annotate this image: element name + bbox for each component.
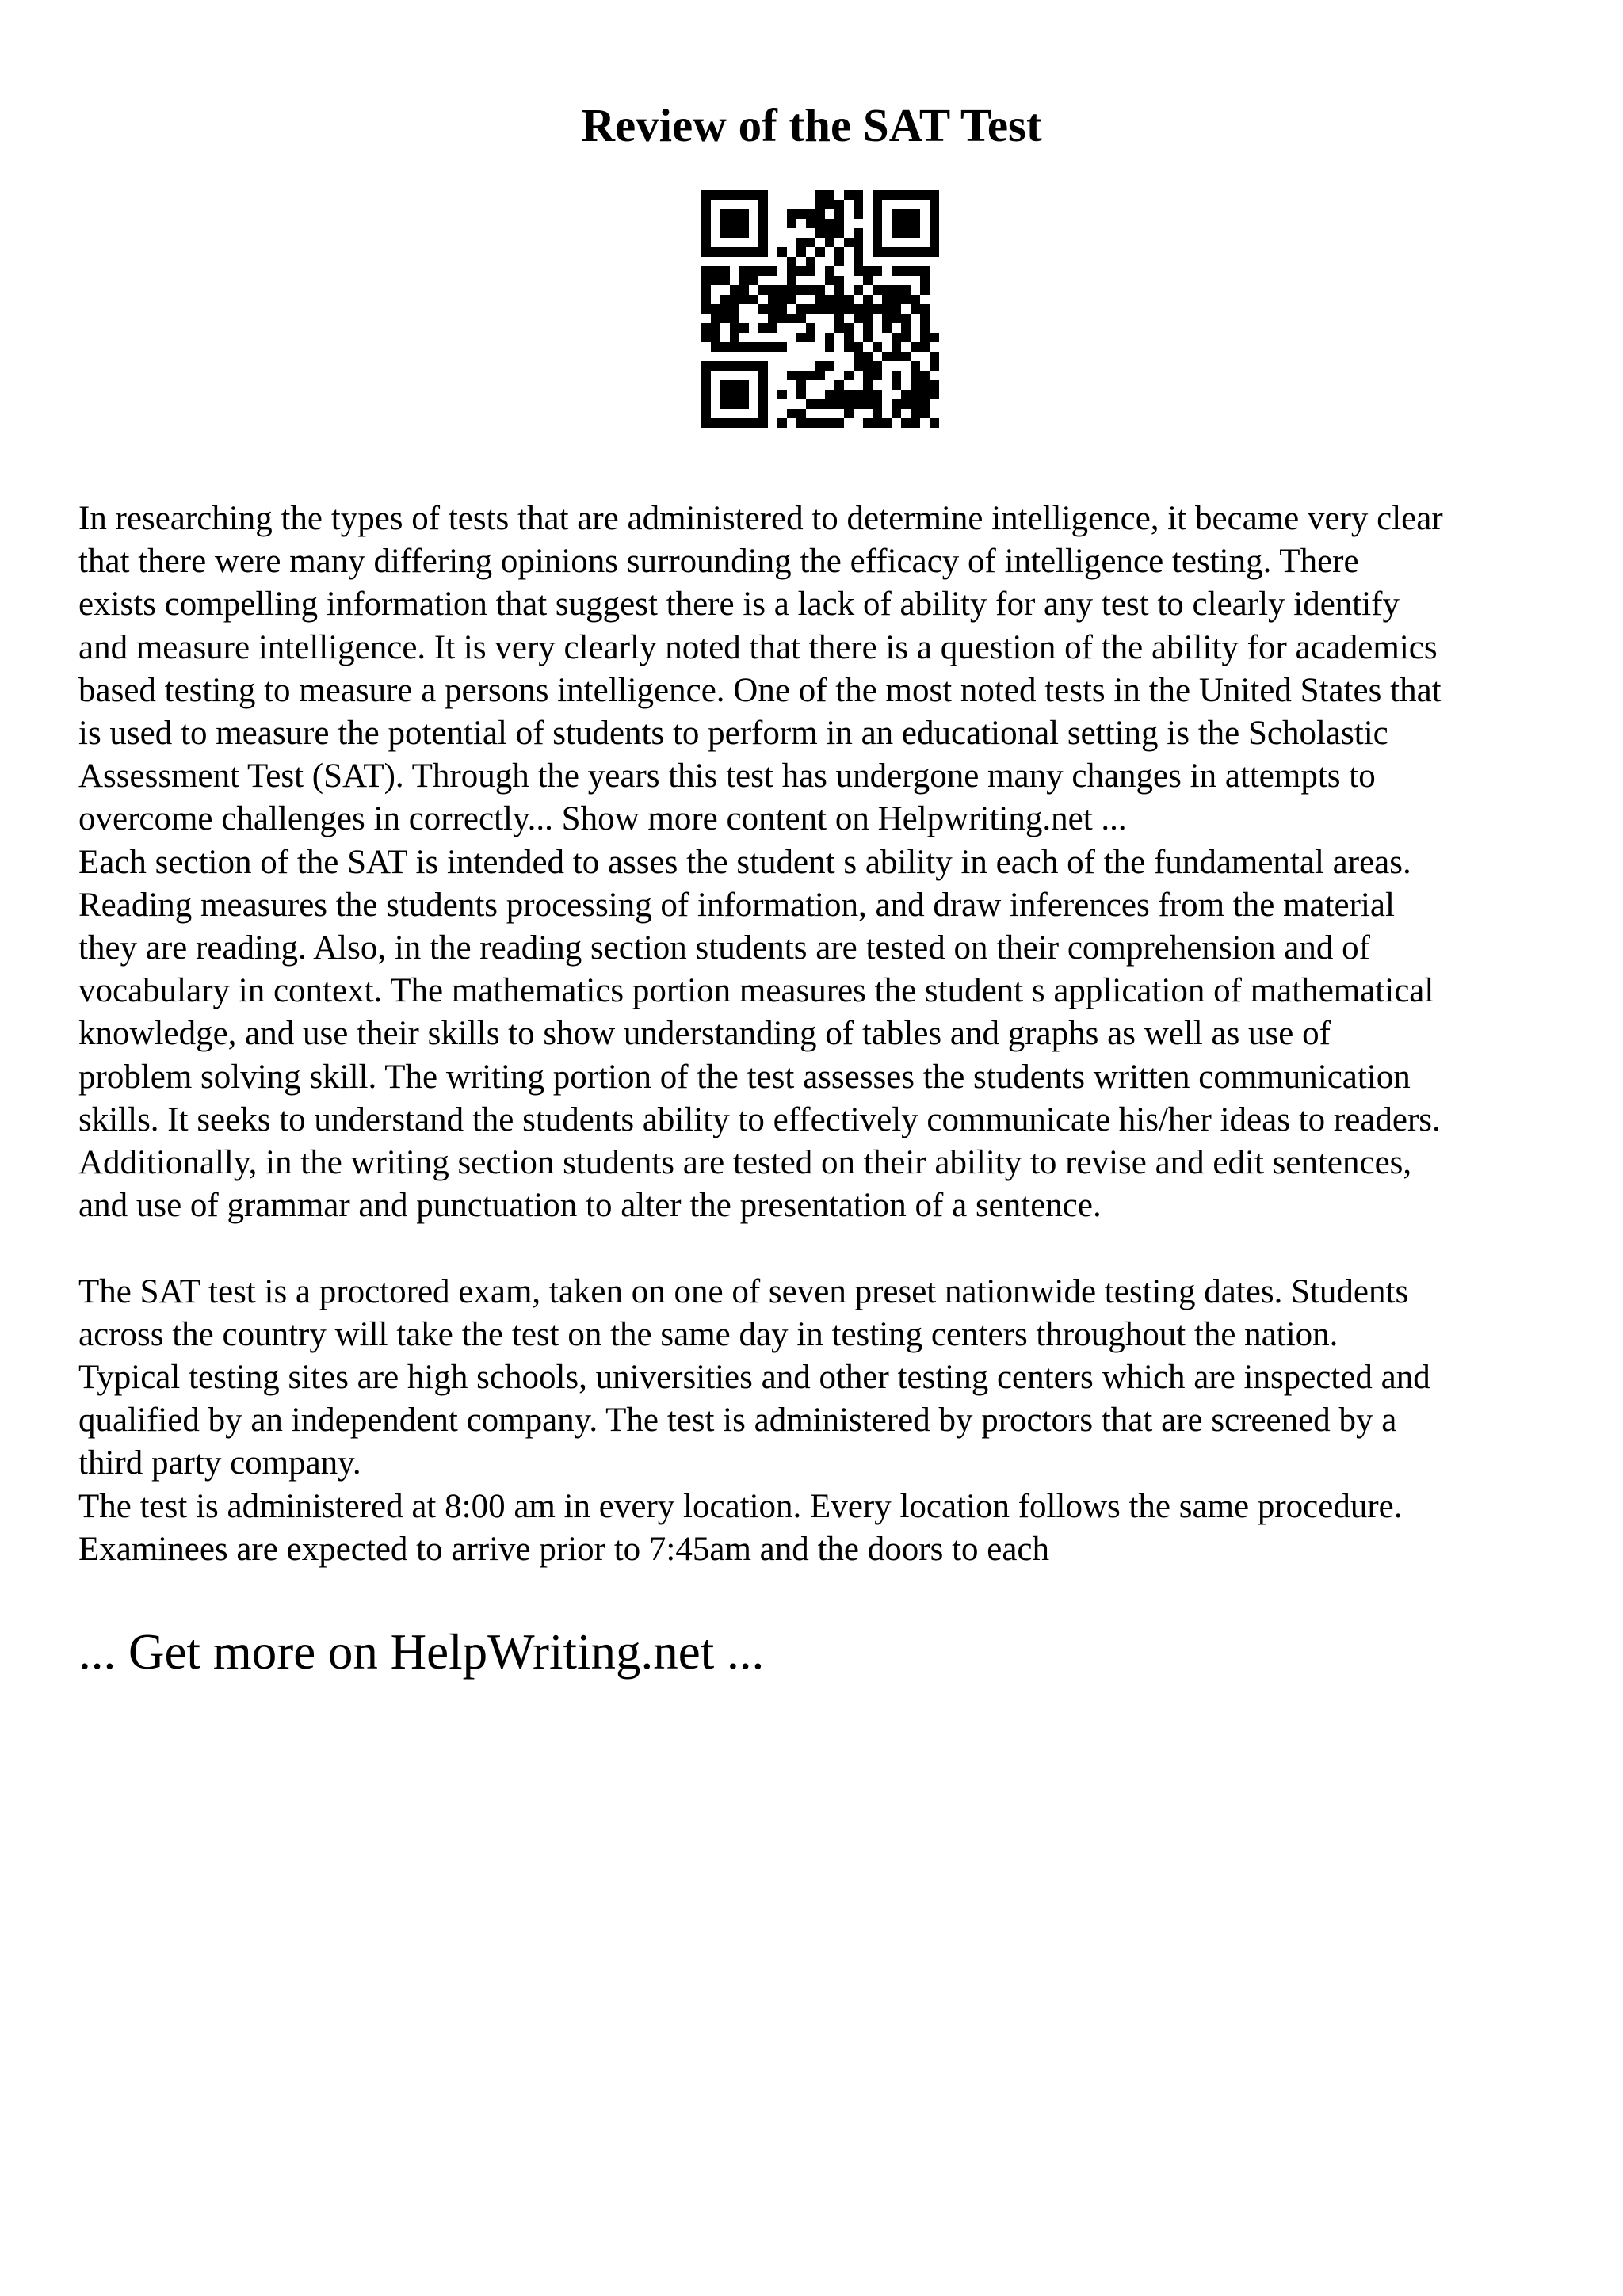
text-line: The SAT test is a proctored exam, taken on one of seven preset nationwide testing dates. Students xyxy=(78,1272,1409,1310)
page-title: Review of the SAT Test xyxy=(581,99,1042,151)
text-line: and measure intelligence. It is very clearly noted that there is a question of the ability for academics xyxy=(78,628,1438,666)
text-line: In researching the types of tests that are administered to determine intelligence, it became very clear xyxy=(78,500,1443,537)
text-line: Assessment Test (SAT). Through the years this test has undergone many changes in attempts to xyxy=(78,757,1376,795)
text-line: that there were many differing opinions surrounding the efficacy of intelligence testing. There xyxy=(78,543,1359,581)
text-line: Typical testing sites are high schools, universities and other testing centers which are inspected and xyxy=(78,1359,1430,1397)
text-line: Examinees are expected to arrive prior to 7:45am and the doors to each xyxy=(78,1530,1050,1568)
text-line: vocabulary in context. The mathematics portion measures the student s application of mathematical xyxy=(78,972,1434,1010)
text-line: third party company. xyxy=(78,1444,361,1482)
paragraph-gap xyxy=(78,1227,1568,1270)
get-more-link[interactable]: ... Get more on HelpWriting.net ... xyxy=(78,1624,765,1680)
text-line: they are reading. Also, in the reading section students are tested on their comprehension and of xyxy=(78,929,1370,967)
text-line: across the country will take the test on the same day in testing centers throughout the nation. xyxy=(78,1315,1338,1353)
text-line: Each section of the SAT is intended to asses the student s ability in each of the fundamental areas. xyxy=(78,843,1411,881)
text-line: skills. It seeks to understand the students ability to effectively communicate his/her ideas to readers. xyxy=(78,1100,1441,1138)
text-line: is used to measure the potential of students to perform in an educational setting is the Scholastic xyxy=(78,715,1388,753)
text-line: The test is administered at 8:00 am in every location. Every location follows the same procedure. xyxy=(78,1487,1403,1525)
text-line: Reading measures the students processing of information, and draw inferences from the material xyxy=(78,886,1395,924)
text-line: problem solving skill. The writing portion of the test assesses the students written communication xyxy=(78,1058,1411,1096)
text-line: qualified by an independent company. The test is administered by proctors that are screened by a xyxy=(78,1402,1397,1440)
article-body xyxy=(78,498,1568,1571)
text-line: Additionally, in the writing section students are tested on their ability to revise and edit sentences, xyxy=(78,1144,1412,1182)
show-more-line[interactable]: overcome challenges in correctly... Show more content on Helpwriting.net ... xyxy=(78,800,1127,838)
text-line: based testing to measure a persons intelligence. One of the most noted tests in the United States that xyxy=(78,671,1442,709)
text-line: knowledge, and use their skills to show understanding of tables and graphs as well as use of xyxy=(78,1015,1331,1053)
text-line: and use of grammar and punctuation to alter the presentation of a sentence. xyxy=(78,1187,1102,1225)
qr-code-icon xyxy=(701,190,939,428)
text-line: exists compelling information that suggest there is a lack of ability for any test to clearly identify xyxy=(78,585,1400,624)
